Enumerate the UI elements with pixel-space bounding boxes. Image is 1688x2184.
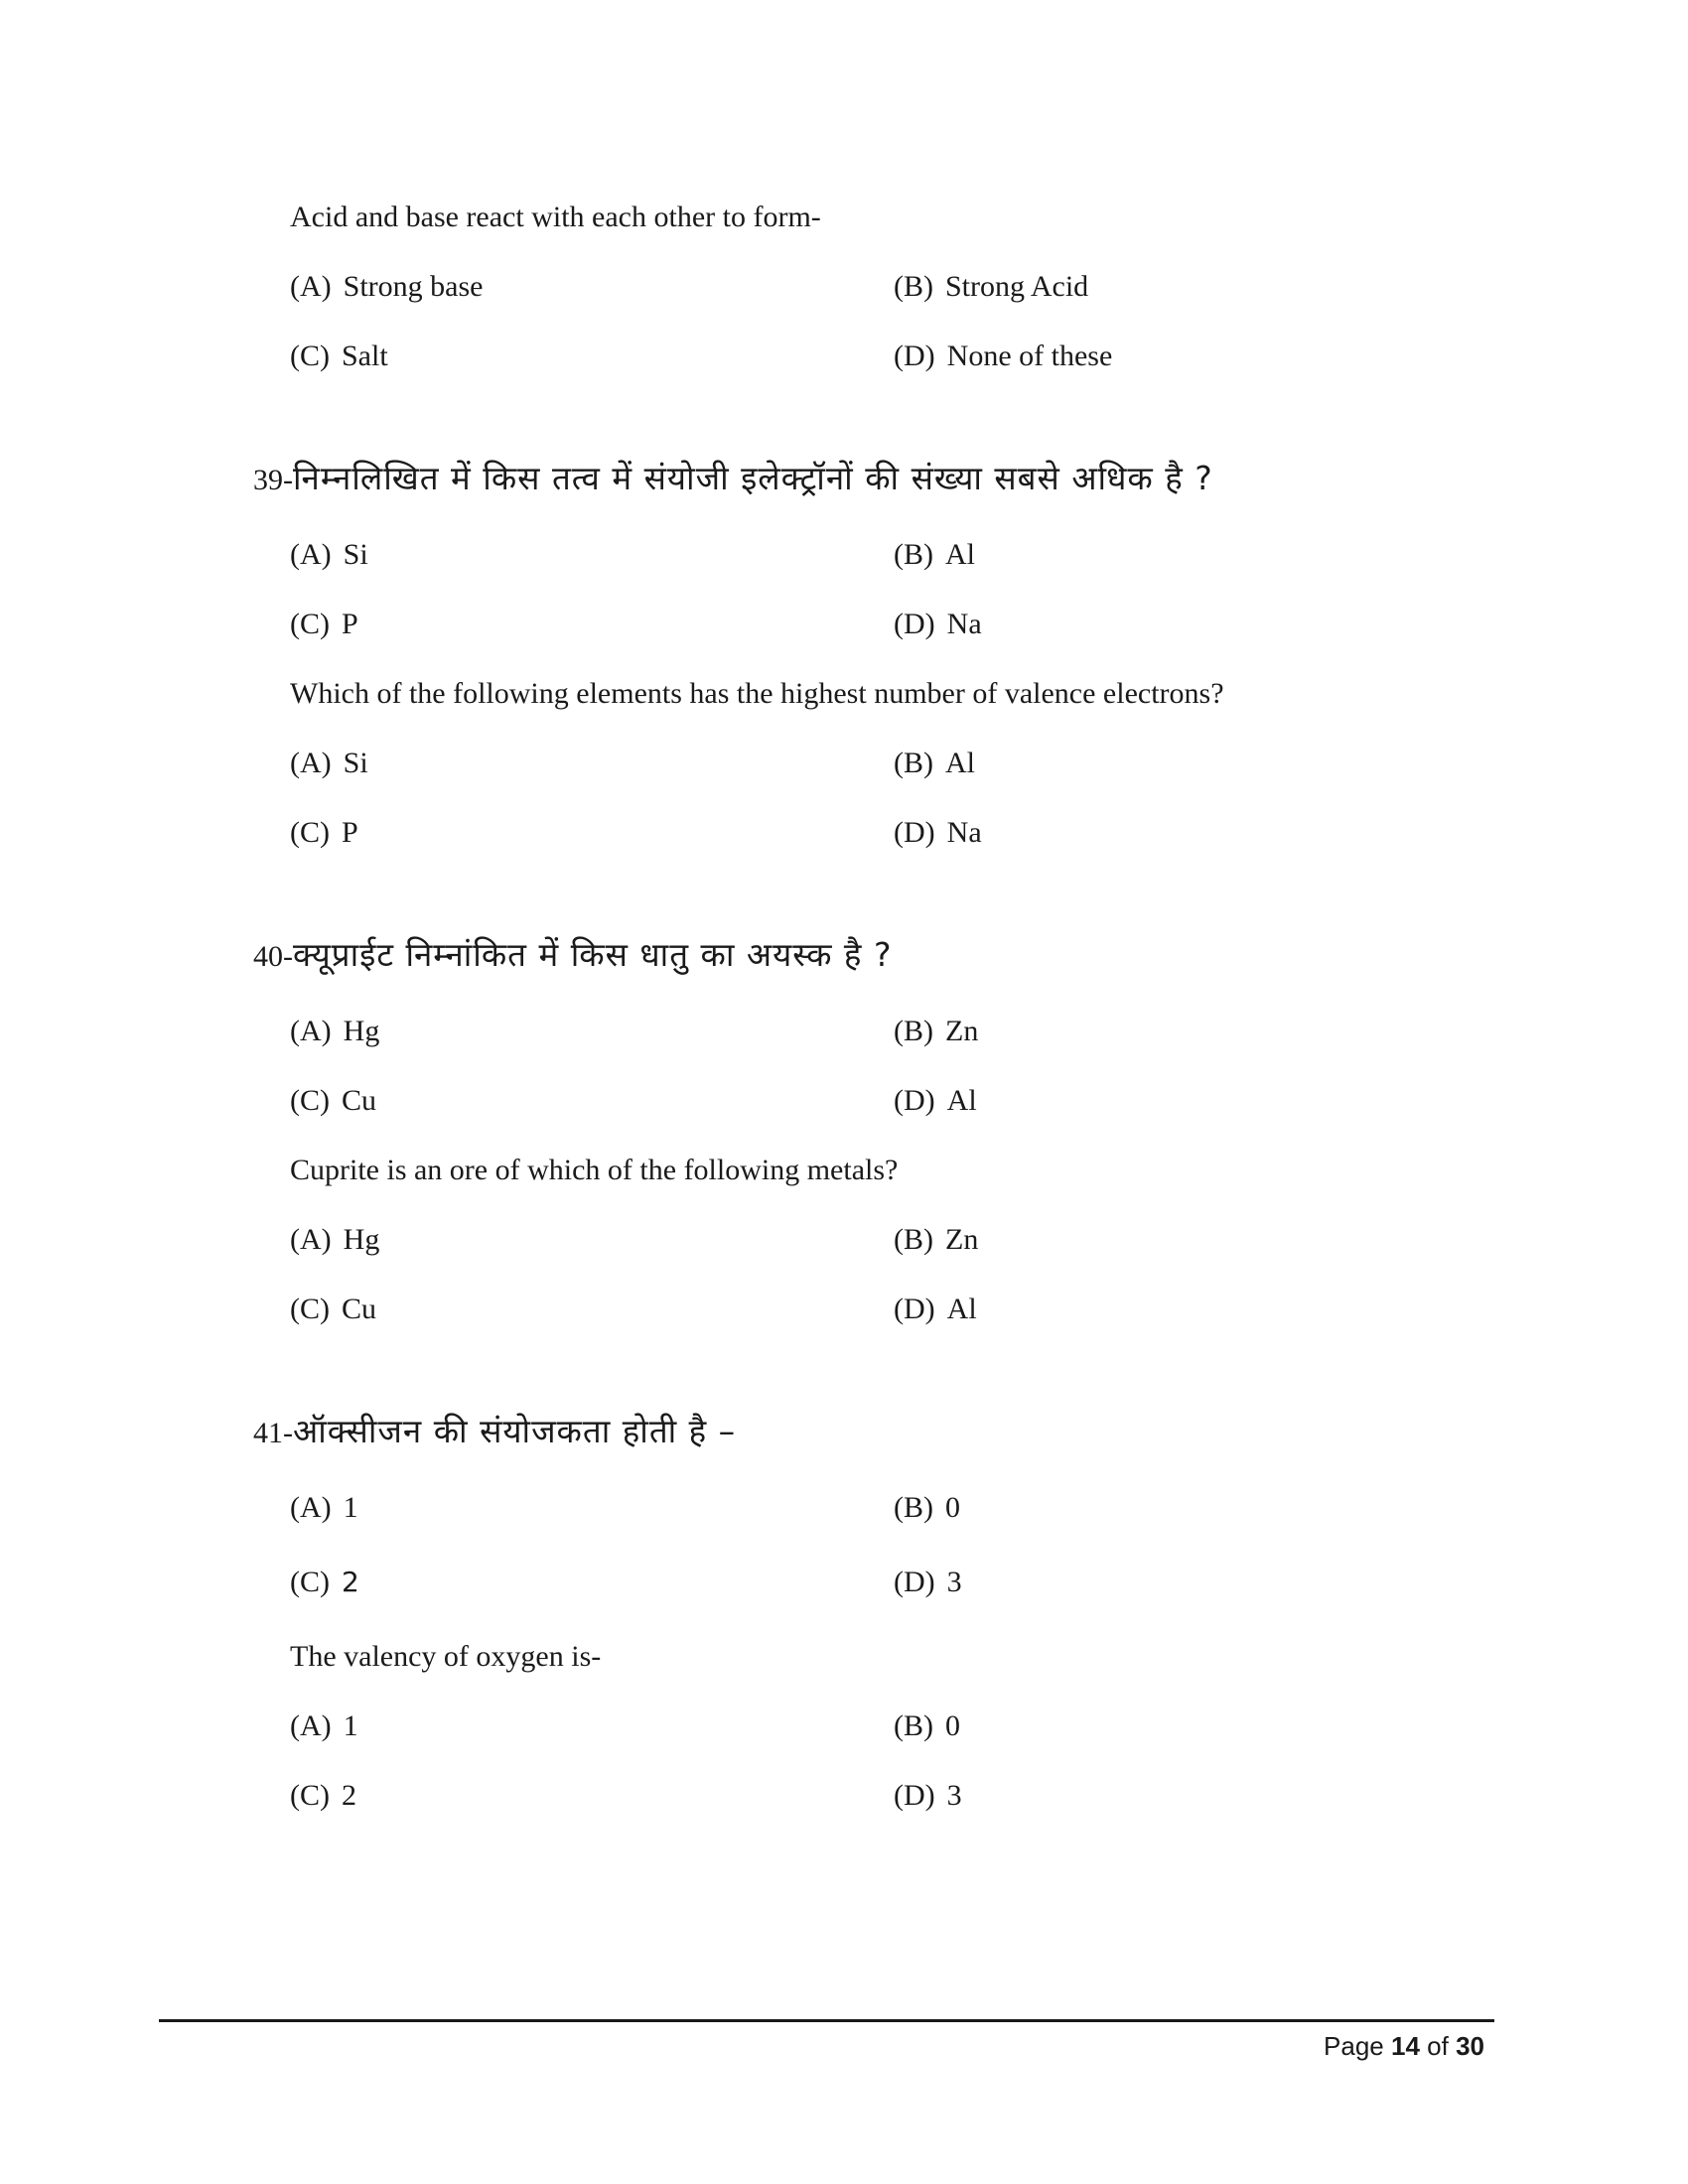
option-text: Zn xyxy=(945,1015,979,1047)
option-tag: (C) xyxy=(290,1779,330,1812)
option-text: 2 xyxy=(342,1779,356,1812)
q40-english-text: Cuprite is an ore of which of the following metals? xyxy=(290,1154,899,1186)
option-text: Al xyxy=(946,1084,977,1117)
q39-hi-option-b xyxy=(894,538,975,572)
option-text: Al xyxy=(945,747,975,779)
q38-english-text: Acid and base react with each other to form- xyxy=(290,201,821,233)
q39-hi-option-c xyxy=(290,608,358,641)
option-tag: (C) xyxy=(290,1566,330,1598)
option-tag: (B) xyxy=(894,1223,933,1256)
option-tag: (C) xyxy=(290,608,330,640)
question-number: 40- xyxy=(253,940,293,973)
option-tag: (D) xyxy=(894,1084,935,1117)
q40-hindi-question xyxy=(253,931,892,976)
option-text: Al xyxy=(945,538,975,571)
hindi-text: क्यूप्राईट निम्नांकित में किस धातु का अयस्क है ? xyxy=(293,935,893,974)
q39-en-option-c xyxy=(290,816,358,850)
q39-english-text: Which of the following elements has the highest number of valence electrons? xyxy=(290,677,1224,710)
option-text: 1 xyxy=(343,1709,358,1742)
hindi-text: निम्नलिखित में किस तत्व में संयोजी इलेक्ट्रॉनों की संख्या सबसे अधिक है ? xyxy=(293,459,1213,497)
option-tag: (C) xyxy=(290,340,330,372)
q39-en-option-a xyxy=(290,747,368,780)
q40-hi-option-c xyxy=(290,1084,376,1118)
option-text: Strong Acid xyxy=(945,270,1089,303)
q41-english-text: The valency of oxygen is- xyxy=(290,1640,602,1673)
q41-en-option-c xyxy=(290,1779,356,1813)
q39-en-option-b xyxy=(894,747,975,780)
option-tag: (A) xyxy=(290,1223,332,1256)
option-tag: (A) xyxy=(290,1709,332,1742)
q38-option-a xyxy=(290,270,483,304)
q41-en-option-d xyxy=(894,1779,962,1813)
q41-hi-option-d xyxy=(894,1566,962,1599)
current-page: 14 xyxy=(1391,2031,1420,2061)
option-text: Al xyxy=(946,1293,977,1325)
option-text: Na xyxy=(946,816,982,849)
option-text: 1 xyxy=(343,1491,358,1524)
option-tag: (C) xyxy=(290,816,330,849)
option-tag: (B) xyxy=(894,747,933,779)
page-number-footer xyxy=(1324,2031,1484,2062)
option-tag: (B) xyxy=(894,270,933,303)
option-tag: (B) xyxy=(894,1015,933,1047)
q40-hi-option-a xyxy=(290,1015,379,1048)
q39-hi-option-a xyxy=(290,538,368,572)
of-label: of xyxy=(1427,2031,1449,2061)
q39-hindi-question xyxy=(253,455,1213,499)
option-text: Si xyxy=(343,538,368,571)
option-text: P xyxy=(342,816,358,849)
option-tag: (B) xyxy=(894,538,933,571)
option-tag: (C) xyxy=(290,1084,330,1117)
q41-hi-option-a xyxy=(290,1491,358,1525)
option-text: 2 xyxy=(342,1566,359,1598)
q41-hi-option-b xyxy=(894,1491,960,1525)
q41-en-option-a xyxy=(290,1709,358,1743)
q40-hi-option-b xyxy=(894,1015,978,1048)
option-tag: (D) xyxy=(894,1566,935,1598)
option-text: Hg xyxy=(343,1223,380,1256)
option-text: Salt xyxy=(342,340,388,372)
option-tag: (A) xyxy=(290,1015,332,1047)
option-text: Na xyxy=(946,608,982,640)
option-text: 3 xyxy=(946,1779,962,1812)
option-tag: (D) xyxy=(894,340,935,372)
option-tag: (D) xyxy=(894,816,935,849)
q40-en-option-d xyxy=(894,1293,977,1326)
q40-en-option-b xyxy=(894,1223,978,1257)
option-text: P xyxy=(342,608,358,640)
q40-en-option-c xyxy=(290,1293,376,1326)
option-tag: (D) xyxy=(894,1293,935,1325)
option-text: Strong base xyxy=(343,270,484,303)
option-text: Hg xyxy=(343,1015,380,1047)
option-tag: (D) xyxy=(894,608,935,640)
q39-hi-option-d xyxy=(894,608,982,641)
q40-en-option-a xyxy=(290,1223,379,1257)
q41-en-option-b xyxy=(894,1709,960,1743)
option-tag: (D) xyxy=(894,1779,935,1812)
page-label: Page xyxy=(1324,2031,1384,2061)
question-number: 41- xyxy=(253,1417,293,1449)
option-text: 3 xyxy=(946,1566,962,1598)
q41-hi-option-c xyxy=(290,1566,359,1599)
q41-hindi-question xyxy=(253,1408,736,1452)
option-tag: (A) xyxy=(290,270,332,303)
total-pages: 30 xyxy=(1456,2031,1484,2061)
option-text: Zn xyxy=(945,1223,979,1256)
option-tag: (C) xyxy=(290,1293,330,1325)
option-text: 0 xyxy=(945,1491,960,1524)
q38-option-d xyxy=(894,340,1112,373)
q39-en-option-d xyxy=(894,816,982,850)
option-text: 0 xyxy=(945,1709,960,1742)
q40-hi-option-d xyxy=(894,1084,977,1118)
option-tag: (B) xyxy=(894,1491,933,1524)
option-tag: (A) xyxy=(290,1491,332,1524)
option-text: Si xyxy=(343,747,368,779)
option-tag: (B) xyxy=(894,1709,933,1742)
hindi-text: ऑक्सीजन की संयोजकता होती है – xyxy=(293,1412,737,1450)
option-text: Cu xyxy=(342,1293,377,1325)
q38-option-b xyxy=(894,270,1088,304)
option-tag: (A) xyxy=(290,747,332,779)
option-text: Cu xyxy=(342,1084,377,1117)
footer-divider xyxy=(159,2019,1494,2022)
question-number: 39- xyxy=(253,464,293,496)
option-tag: (A) xyxy=(290,538,332,571)
option-text: None of these xyxy=(946,340,1113,372)
q38-option-c xyxy=(290,340,388,373)
